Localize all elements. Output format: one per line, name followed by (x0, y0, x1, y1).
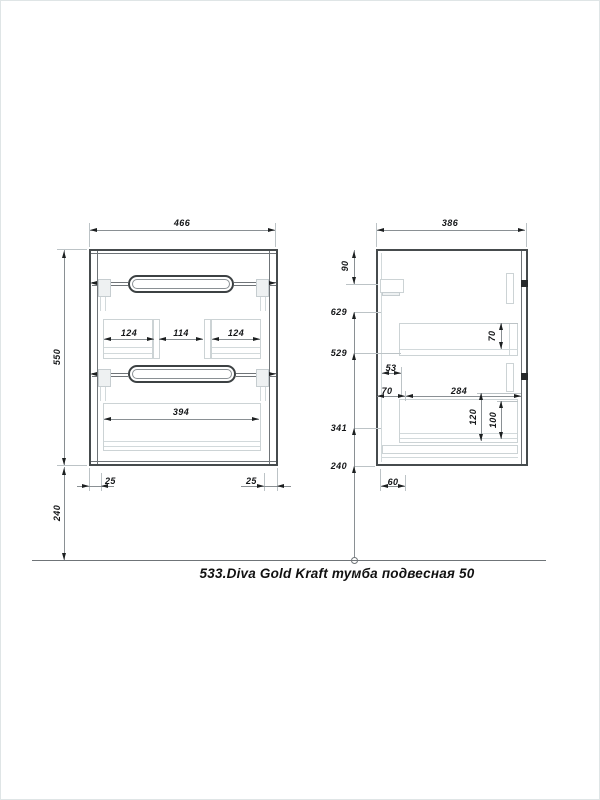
handle-profile (521, 280, 528, 287)
slide-bracket (98, 369, 111, 387)
dim-arrow (479, 393, 483, 400)
dim-label-slide-right: 124 (227, 328, 245, 338)
dim-arrow (90, 228, 97, 232)
ext-line (355, 466, 375, 467)
dim-label-inset-right: 25 (246, 476, 257, 486)
dim-arrow (277, 484, 284, 488)
slide-strip (204, 319, 211, 359)
drawer-detail-line (400, 349, 517, 350)
bracket-leg (105, 297, 106, 311)
bracket-leg (265, 297, 266, 311)
dim-label-clearance: 240 (51, 504, 62, 522)
drawing-caption: 533.Diva Gold Kraft тумба подвесная 50 (199, 566, 475, 581)
dim-arrow (257, 484, 264, 488)
bracket-leg (260, 387, 261, 401)
dim-label-height-629: 629 (330, 307, 347, 317)
dim-arrow (62, 251, 66, 258)
dim-line (406, 396, 521, 397)
floor-line (32, 560, 546, 561)
hanger-bracket-lip (382, 292, 400, 296)
drawer-front-panel (506, 363, 514, 392)
ext-line (101, 473, 102, 491)
dim-arrow (62, 468, 66, 475)
rail-detail-line (212, 347, 260, 348)
rail-detail-line (212, 353, 260, 354)
ext-line (275, 223, 276, 247)
dim-label-slide-left: 124 (120, 328, 138, 338)
dim-label-height-341: 341 (330, 423, 347, 433)
drawer-front-panel (506, 273, 514, 304)
dim-arrow (377, 228, 384, 232)
dim-label-slide-length: 284 (450, 386, 468, 396)
ext-line (401, 367, 402, 397)
dim-arrow (499, 432, 503, 439)
dim-arrow (499, 401, 503, 408)
ext-line (355, 428, 381, 429)
datum-line (354, 312, 355, 560)
dim-label-height: 550 (51, 348, 62, 366)
dim-arrow (196, 337, 203, 341)
dim-label-inset-left: 25 (105, 476, 116, 486)
dim-line (64, 250, 65, 465)
dim-line (90, 230, 275, 231)
rail-arrow (90, 372, 97, 376)
ext-line (89, 223, 90, 247)
rail-detail-line (104, 347, 152, 348)
rail-detail-line (104, 353, 152, 354)
dim-label-drawer-width: 394 (172, 407, 190, 417)
dim-arrow (212, 337, 219, 341)
dim-line (64, 467, 65, 560)
ext-line (346, 284, 378, 285)
dim-arrow (62, 553, 66, 560)
dim-line (377, 230, 525, 231)
datum-arrow (352, 466, 356, 473)
handle-profile (521, 373, 528, 380)
dim-line (104, 419, 259, 420)
ext-line (264, 473, 265, 491)
dim-arrow (104, 417, 111, 421)
dim-arrow (352, 277, 356, 284)
ext-line (526, 223, 527, 247)
dim-arrow (147, 337, 154, 341)
dim-label-lower-depth: 120 (467, 408, 478, 426)
dim-arrow (352, 251, 356, 258)
dim-label-depth: 386 (441, 218, 459, 228)
dim-arrow (253, 337, 260, 341)
dim-arrow (499, 342, 503, 349)
dim-arrow (268, 228, 275, 232)
slide-bracket (256, 369, 269, 387)
bracket-leg (265, 387, 266, 401)
drawer-detail-line (104, 441, 260, 442)
datum-arrow (352, 428, 356, 435)
dim-arrow (82, 484, 89, 488)
drawer-detail-line (104, 446, 260, 447)
ext-line (57, 249, 87, 250)
dim-label-bottom-setback: 60 (387, 477, 399, 487)
ext-line (89, 468, 90, 491)
dim-label-slide-center: 114 (173, 328, 189, 338)
dim-arrow (406, 394, 413, 398)
datum-arrow (352, 312, 356, 319)
ext-line (355, 312, 381, 313)
dim-label-slide-setback: 70 (381, 386, 393, 396)
dim-arrow (518, 228, 525, 232)
dim-arrow (252, 417, 259, 421)
ext-line (355, 353, 401, 354)
rail-line (234, 285, 276, 286)
bottom-detail-line (382, 457, 518, 458)
bottom-band (382, 445, 518, 454)
drawer-detail-line (509, 324, 510, 355)
slide-bracket (256, 279, 269, 297)
ext-line (405, 475, 406, 491)
rail-arrow (269, 281, 276, 285)
ext-line (57, 465, 87, 466)
bracket-leg (100, 387, 101, 401)
rail-arrow (269, 372, 276, 376)
dim-label-width: 466 (173, 218, 191, 228)
dim-arrow (104, 337, 111, 341)
dim-arrow (479, 434, 483, 441)
ext-line (376, 223, 377, 247)
top-panel-line (91, 253, 276, 254)
dim-label-height-240: 240 (330, 461, 347, 471)
dim-label-hanger-offset: 90 (339, 260, 350, 272)
bracket-leg (105, 387, 106, 401)
datum-arrow (352, 353, 356, 360)
slide-bracket (98, 279, 111, 297)
dim-arrow (499, 323, 503, 330)
dim-label-height-529: 529 (330, 348, 347, 358)
dim-label-lower-front: 100 (487, 411, 498, 429)
bracket-leg (100, 297, 101, 311)
handle-upper-inner (132, 279, 230, 289)
dim-arrow (514, 394, 521, 398)
dim-label-upper-drawer: 70 (486, 330, 497, 342)
ext-line (477, 393, 521, 394)
dim-label-back-clearance: 53 (385, 363, 397, 373)
dim-arrow (159, 337, 166, 341)
bottom-panel-line (91, 461, 276, 462)
hanger-bracket (380, 279, 404, 293)
handle-lower-inner (132, 369, 232, 379)
bracket-leg (260, 297, 261, 311)
dim-arrow (62, 458, 66, 465)
dim-arrow (398, 394, 405, 398)
rail-arrow (90, 281, 97, 285)
